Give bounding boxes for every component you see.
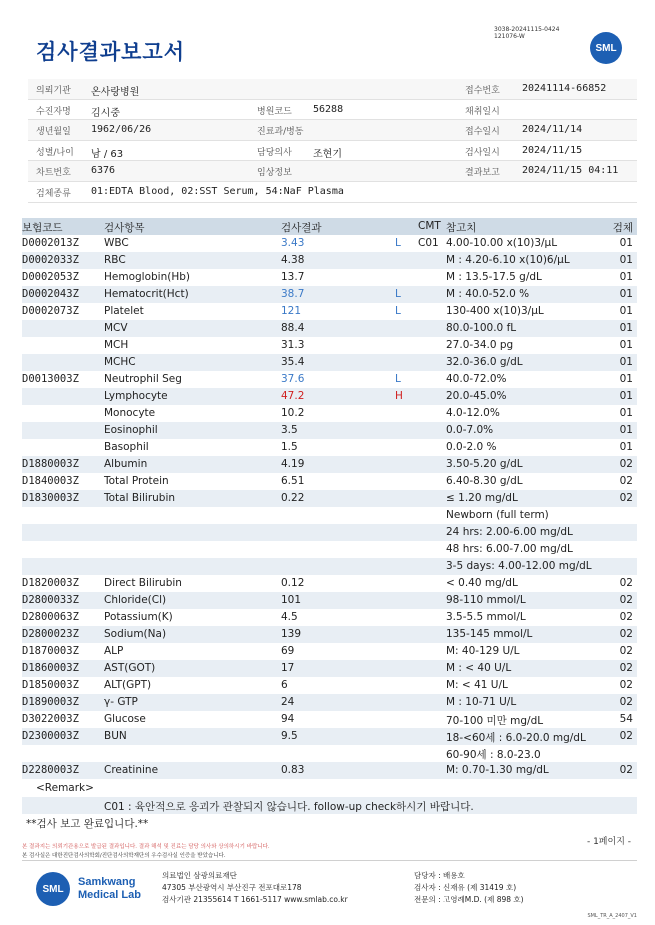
result-reference: M : 10-71 U/L bbox=[446, 696, 517, 708]
result-reference: 135-145 mmol/L bbox=[446, 628, 533, 640]
result-reference: 6.40-8.30 g/dL bbox=[446, 475, 523, 487]
result-reference: 0.0-7.0% bbox=[446, 424, 494, 436]
result-code: D2800063Z bbox=[22, 611, 79, 623]
result-value: 88.4 bbox=[281, 322, 305, 334]
result-code: D1890003Z bbox=[22, 696, 79, 708]
header-code: 보험코드 bbox=[22, 222, 63, 234]
result-reference: 32.0-36.0 g/dL bbox=[446, 356, 523, 368]
result-code: D1850003Z bbox=[22, 679, 79, 691]
header-reference: 참고치 bbox=[446, 222, 477, 234]
result-reference: 20.0-45.0% bbox=[446, 390, 507, 402]
clinical-info-label: 임상정보 bbox=[257, 168, 292, 179]
result-reference: 98-110 mmol/L bbox=[446, 594, 526, 606]
result-reference: < 0.40 mg/dL bbox=[446, 577, 518, 589]
result-reference: M : 4.20-6.10 x(10)6/μL bbox=[446, 254, 570, 266]
table-row bbox=[22, 558, 637, 575]
result-item: Neutrophil Seg bbox=[104, 373, 182, 385]
result-reference: 48 hrs: 6.00-7.00 mg/dL bbox=[446, 543, 573, 555]
doctor-value: 조현기 bbox=[313, 148, 342, 160]
result-item: Monocyte bbox=[104, 407, 156, 419]
sex-age-label: 성별/나이 bbox=[36, 147, 74, 158]
result-specimen: 02 bbox=[619, 645, 633, 657]
info-row bbox=[28, 161, 637, 182]
result-item: Basophil bbox=[104, 441, 149, 453]
result-value: 3.5 bbox=[281, 424, 298, 436]
table-row bbox=[22, 541, 637, 558]
lab-address-line-1: 의료법인 삼광의료재단 bbox=[162, 871, 237, 880]
result-value: 6 bbox=[281, 679, 288, 691]
table-row bbox=[22, 507, 637, 524]
lab-address-line-2: 47305 부산광역시 부산진구 전포대로178 bbox=[162, 883, 302, 892]
specimen-value: 01:EDTA Blood, 02:SST Serum, 54:NaF Plasma bbox=[91, 185, 344, 197]
report-complete-row bbox=[22, 814, 637, 831]
result-item: Creatinine bbox=[104, 764, 159, 776]
table-row bbox=[22, 456, 637, 473]
disclaimer-notice: 본 결과지는 의뢰기관용으로 발급된 결과입니다. 결과 해석 및 진료는 담당 의사와 상의하시기 바랍니다. bbox=[22, 844, 270, 850]
patient-value: 김시중 bbox=[91, 107, 120, 119]
result-specimen: 01 bbox=[619, 356, 633, 368]
result-value: 4.5 bbox=[281, 611, 298, 623]
result-specimen: 02 bbox=[619, 764, 633, 776]
result-code: D0002073Z bbox=[22, 305, 79, 317]
result-code: D1820003Z bbox=[22, 577, 79, 589]
result-reference: 130-400 x(10)3/μL bbox=[446, 305, 544, 317]
result-code: D0002053Z bbox=[22, 271, 79, 283]
result-value: 0.12 bbox=[281, 577, 305, 589]
receipt-date-label: 접수일시 bbox=[465, 127, 500, 138]
remark-label: <Remark> bbox=[36, 782, 94, 794]
result-reference: M: 0.70-1.30 mg/dL bbox=[446, 764, 549, 776]
result-value: 121 bbox=[281, 305, 302, 317]
result-specimen: 01 bbox=[619, 254, 633, 266]
result-item: BUN bbox=[104, 730, 127, 742]
table-row bbox=[22, 660, 637, 677]
header-specimen: 검체 bbox=[612, 222, 633, 234]
test-date-value: 2024/11/15 bbox=[522, 144, 583, 156]
result-specimen: 02 bbox=[619, 577, 633, 589]
accreditation-notice: 본 검사실은 대한진단검사의학회/진단검사의학재단의 우수검사실 인증을 받았습니다. bbox=[22, 853, 226, 859]
result-specimen: 01 bbox=[619, 271, 633, 283]
header-result: 검사결과 bbox=[281, 222, 322, 234]
table-row bbox=[22, 320, 637, 337]
result-reference: 60-90세 : 8.0-23.0 bbox=[446, 749, 541, 761]
table-row bbox=[22, 371, 637, 388]
report-title: 검사결과보고서 bbox=[36, 40, 186, 64]
header-cmt: CMT bbox=[418, 220, 441, 232]
result-code: D1870003Z bbox=[22, 645, 79, 657]
result-value: 94 bbox=[281, 713, 295, 725]
result-item: ALT(GPT) bbox=[104, 679, 152, 691]
result-value: 4.38 bbox=[281, 254, 305, 266]
result-value: 31.3 bbox=[281, 339, 305, 351]
result-reference: 3.50-5.20 g/dL bbox=[446, 458, 523, 470]
lab-name-line-1: Samkwang bbox=[78, 876, 136, 888]
result-value: 38.7 bbox=[281, 288, 305, 300]
result-reference: 24 hrs: 2.00-6.00 mg/dL bbox=[446, 526, 573, 538]
result-item: AST(GOT) bbox=[104, 662, 156, 674]
result-value: 9.5 bbox=[281, 730, 298, 742]
table-row bbox=[22, 711, 637, 728]
result-specimen: 01 bbox=[619, 322, 633, 334]
table-row bbox=[22, 524, 637, 541]
report-complete-text: **검사 보고 완료입니다.** bbox=[26, 818, 149, 830]
results-table bbox=[22, 218, 637, 779]
result-specimen: 01 bbox=[619, 441, 633, 453]
info-row bbox=[28, 141, 637, 162]
result-value: 47.2 bbox=[281, 390, 305, 402]
result-specimen: 02 bbox=[619, 611, 633, 623]
institution-label: 의뢰기관 bbox=[36, 86, 71, 96]
document-id-line-2: 121076-W bbox=[494, 33, 525, 40]
result-specimen: 01 bbox=[619, 407, 633, 419]
form-code: SML_TR_A_2407_V1 bbox=[587, 913, 637, 919]
result-item: MCV bbox=[104, 322, 128, 334]
result-item: Glucose bbox=[104, 713, 146, 725]
result-value: 0.83 bbox=[281, 764, 305, 776]
test-date-label: 검사일시 bbox=[465, 147, 500, 158]
table-row bbox=[22, 609, 637, 626]
result-reference: 4.0-12.0% bbox=[446, 407, 500, 419]
table-row bbox=[22, 643, 637, 660]
result-item: Total Bilirubin bbox=[104, 492, 176, 504]
result-reference: 70-100 미만 mg/dL bbox=[446, 715, 544, 727]
result-specimen: 02 bbox=[619, 679, 633, 691]
sml-logo: SML bbox=[590, 32, 622, 64]
result-cmt: C01 bbox=[418, 237, 439, 249]
table-row bbox=[22, 252, 637, 269]
chart-no-label: 차트번호 bbox=[36, 168, 71, 179]
table-row bbox=[22, 286, 637, 303]
footer-divider bbox=[22, 860, 637, 861]
result-flag: L bbox=[395, 288, 401, 300]
result-flag: L bbox=[395, 237, 401, 249]
result-code: D1860003Z bbox=[22, 662, 79, 674]
dob-label: 생년월일 bbox=[36, 127, 71, 138]
result-item: Lymphocyte bbox=[104, 390, 168, 402]
result-item: Hemoglobin(Hb) bbox=[104, 271, 191, 283]
result-item: Eosinophil bbox=[104, 424, 158, 436]
result-reference: ≤ 1.20 mg/dL bbox=[446, 492, 518, 504]
result-specimen: 01 bbox=[619, 424, 633, 436]
signature-line-2: 검사자 : 신재유 (제 31419 호) bbox=[414, 883, 517, 892]
signature-line-1: 담당자 : 배용호 bbox=[414, 871, 465, 880]
table-row bbox=[22, 575, 637, 592]
table-row bbox=[22, 354, 637, 371]
patient-info-table bbox=[28, 79, 637, 203]
signature-line-3: 전문의 : 고영례M.D. (제 898 호) bbox=[414, 895, 524, 904]
receipt-date-value: 2024/11/14 bbox=[522, 124, 583, 136]
result-reference: M: 40-129 U/L bbox=[446, 645, 520, 657]
sml-footer-logo: SML bbox=[36, 872, 70, 906]
table-row bbox=[22, 694, 637, 711]
info-row bbox=[28, 120, 637, 141]
result-reference: 27.0-34.0 pg bbox=[446, 339, 514, 351]
result-specimen: 02 bbox=[619, 594, 633, 606]
result-value: 139 bbox=[281, 628, 302, 640]
results-body bbox=[22, 235, 637, 779]
result-specimen: 02 bbox=[619, 696, 633, 708]
patient-label: 수진자명 bbox=[36, 106, 71, 117]
result-value: 4.19 bbox=[281, 458, 305, 470]
result-value: 1.5 bbox=[281, 441, 298, 453]
dept-label: 진료과/병동 bbox=[257, 127, 304, 138]
result-code: D0013003Z bbox=[22, 373, 79, 385]
result-specimen: 01 bbox=[619, 288, 633, 300]
result-specimen: 54 bbox=[619, 713, 633, 725]
table-row bbox=[22, 235, 637, 252]
result-reference: M: < 41 U/L bbox=[446, 679, 508, 691]
table-row bbox=[22, 677, 637, 694]
receipt-no-value: 20241114-66852 bbox=[522, 83, 607, 94]
result-item: Albumin bbox=[104, 458, 148, 470]
result-reference: 3-5 days: 4.00-12.00 mg/dL bbox=[446, 560, 592, 572]
result-item: Sodium(Na) bbox=[104, 628, 167, 640]
table-row bbox=[22, 592, 637, 609]
result-item: MCH bbox=[104, 339, 129, 351]
lab-address bbox=[162, 870, 348, 906]
result-item: Direct Bilirubin bbox=[104, 577, 182, 589]
result-specimen: 01 bbox=[619, 237, 633, 249]
collect-date-label: 채취일시 bbox=[465, 106, 500, 117]
result-reference: M : 40.0-52.0 % bbox=[446, 288, 530, 300]
lab-name-line-2: Medical Lab bbox=[78, 889, 141, 901]
result-specimen: 02 bbox=[619, 458, 633, 470]
result-code: D2280003Z bbox=[22, 764, 79, 776]
lab-name bbox=[78, 876, 141, 902]
result-value: 3.43 bbox=[281, 237, 305, 249]
result-item: ALP bbox=[104, 645, 124, 657]
result-flag: L bbox=[395, 373, 401, 385]
report-date-label: 결과보고 bbox=[465, 168, 500, 179]
result-code: D1840003Z bbox=[22, 475, 79, 487]
result-item: WBC bbox=[104, 237, 129, 249]
result-item: Chloride(Cl) bbox=[104, 594, 167, 606]
table-row bbox=[22, 745, 637, 762]
result-reference: 80.0-100.0 fL bbox=[446, 322, 517, 334]
result-value: 101 bbox=[281, 594, 302, 606]
result-value: 10.2 bbox=[281, 407, 305, 419]
result-code: D2300003Z bbox=[22, 730, 79, 742]
result-code: D1830003Z bbox=[22, 492, 79, 504]
result-code: D2800033Z bbox=[22, 594, 79, 606]
result-value: 37.6 bbox=[281, 373, 305, 385]
result-reference: 18-<60세 : 6.0-20.0 mg/dL bbox=[446, 732, 586, 744]
table-row bbox=[22, 490, 637, 507]
header-item: 검사항목 bbox=[104, 222, 145, 234]
result-value: 13.7 bbox=[281, 271, 305, 283]
report-date-value: 2024/11/15 04:11 bbox=[522, 165, 619, 177]
result-code: D1880003Z bbox=[22, 458, 79, 470]
chart-no-value: 6376 bbox=[91, 165, 116, 177]
receipt-no-label: 접수번호 bbox=[465, 86, 500, 96]
specimen-label: 검체종류 bbox=[36, 188, 71, 199]
table-row bbox=[22, 439, 637, 456]
result-item: RBC bbox=[104, 254, 126, 266]
result-value: 0.22 bbox=[281, 492, 305, 504]
info-row bbox=[28, 79, 637, 100]
remark-row bbox=[22, 780, 637, 797]
result-item: γ- GTP bbox=[104, 696, 138, 708]
table-row bbox=[22, 762, 637, 779]
result-specimen: 01 bbox=[619, 339, 633, 351]
result-specimen: 01 bbox=[619, 373, 633, 385]
result-code: D2800023Z bbox=[22, 628, 79, 640]
table-row bbox=[22, 303, 637, 320]
result-code: D0002043Z bbox=[22, 288, 79, 300]
result-specimen: 02 bbox=[619, 730, 633, 742]
result-item: MCHC bbox=[104, 356, 136, 368]
result-specimen: 02 bbox=[619, 492, 633, 504]
institution-value: 온사랑병원 bbox=[91, 87, 140, 98]
results-header bbox=[22, 218, 637, 235]
remark-comment: C01 : 육안적으로 응괴가 관찰되지 않습니다. follow-up check하시기 바랍니다. bbox=[104, 801, 474, 813]
result-specimen: 01 bbox=[619, 305, 633, 317]
result-specimen: 01 bbox=[619, 390, 633, 402]
document-id bbox=[494, 26, 559, 40]
info-row bbox=[28, 182, 637, 203]
result-reference: M : 13.5-17.5 g/dL bbox=[446, 271, 542, 283]
document-id-line-1: 3038-20241115-0424 bbox=[494, 26, 560, 33]
result-reference: 4.00-10.00 x(10)3/μL bbox=[446, 237, 558, 249]
result-value: 69 bbox=[281, 645, 295, 657]
table-row bbox=[22, 337, 637, 354]
sex-age-value: 남 / 63 bbox=[91, 148, 124, 160]
table-row bbox=[22, 728, 637, 745]
signatures bbox=[414, 870, 524, 906]
page-number: - 1페이지 - bbox=[586, 837, 631, 847]
dob-value: 1962/06/26 bbox=[91, 124, 152, 136]
result-code: D3022003Z bbox=[22, 713, 79, 725]
result-value: 6.51 bbox=[281, 475, 305, 487]
result-specimen: 02 bbox=[619, 662, 633, 674]
result-reference: Newborn (full term) bbox=[446, 509, 549, 521]
table-row bbox=[22, 473, 637, 490]
result-reference: 0.0-2.0 % bbox=[446, 441, 497, 453]
table-row bbox=[22, 626, 637, 643]
result-item: Platelet bbox=[104, 305, 144, 317]
lab-address-line-3: 검사기관 21355614 T 1661-5117 www.smlab.co.kr bbox=[162, 895, 348, 904]
result-value: 35.4 bbox=[281, 356, 305, 368]
table-row bbox=[22, 269, 637, 286]
result-specimen: 02 bbox=[619, 628, 633, 640]
result-value: 24 bbox=[281, 696, 295, 708]
result-reference: M : < 40 U/L bbox=[446, 662, 512, 674]
result-reference: 3.5-5.5 mmol/L bbox=[446, 611, 526, 623]
hospital-code-label: 병원코드 bbox=[257, 106, 292, 117]
result-item: Total Protein bbox=[104, 475, 169, 487]
table-row bbox=[22, 405, 637, 422]
result-code: D0002033Z bbox=[22, 254, 79, 266]
result-reference: 40.0-72.0% bbox=[446, 373, 507, 385]
doctor-label: 담당의사 bbox=[257, 147, 292, 158]
result-item: Potassium(K) bbox=[104, 611, 173, 623]
result-flag: H bbox=[395, 390, 403, 402]
result-specimen: 02 bbox=[619, 475, 633, 487]
result-value: 17 bbox=[281, 662, 295, 674]
table-row bbox=[22, 422, 637, 439]
hospital-code-value: 56288 bbox=[313, 103, 344, 115]
result-item: Hematocrit(Hct) bbox=[104, 288, 189, 300]
result-flag: L bbox=[395, 305, 401, 317]
remark-comment-row bbox=[22, 797, 637, 814]
result-code: D0002013Z bbox=[22, 237, 79, 249]
info-row bbox=[28, 100, 637, 121]
table-row bbox=[22, 388, 637, 405]
